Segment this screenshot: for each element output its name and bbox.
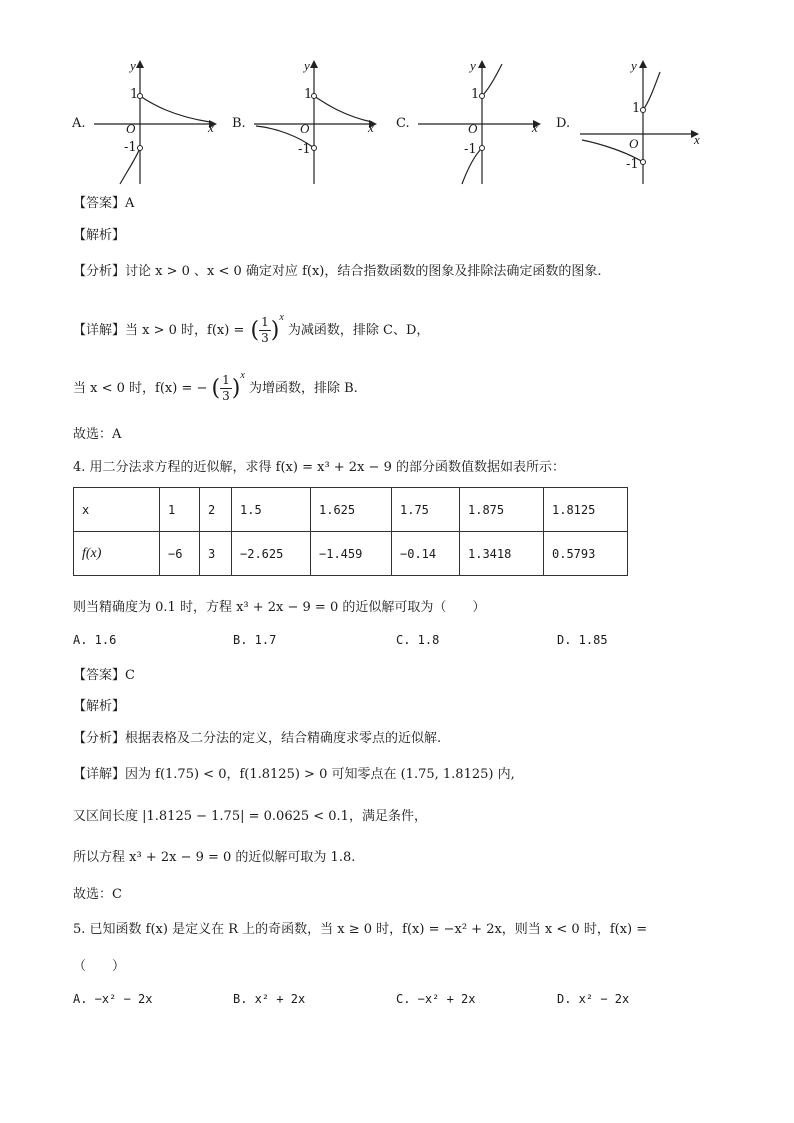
table-cell: 1	[160, 488, 200, 532]
x-axis-label: x	[208, 120, 214, 135]
q5-option-b: B. x² + 2x	[233, 992, 306, 1006]
x-axis-label: x	[694, 132, 700, 147]
origin-label: O	[126, 121, 136, 136]
graph-option-b	[232, 58, 382, 188]
fenxi-text: 根据表格及二分法的定义，结合精确度求零点的近似解.	[125, 731, 442, 746]
x-axis-label: x	[368, 120, 374, 135]
q3-answer-line	[73, 192, 134, 211]
answer-tag: 【答案】	[73, 196, 126, 211]
q4-choose: 故选：C	[73, 887, 122, 902]
detail-2-suffix: 为增函数，排除 B.	[248, 381, 358, 396]
table-cell: 1.8125	[544, 488, 628, 532]
q4-detail-line-1	[73, 763, 515, 782]
graph-option-c	[396, 58, 546, 188]
answer-value: C	[125, 668, 135, 683]
q3-analysis-tag: 【解析】	[73, 228, 126, 243]
detail-2-prefix: 当 x < 0 时，f(x) = −	[73, 381, 208, 396]
exponent-x: x	[240, 370, 245, 381]
tick-label-one: 1	[471, 87, 480, 102]
fraction-one-third: $\frac{1}{3}$	[222, 373, 230, 403]
table-row	[74, 488, 628, 532]
q4-option-b: B. 1.7	[233, 633, 277, 647]
y-axis-label: y	[631, 58, 637, 73]
answer-tag: 【答案】	[73, 668, 126, 683]
tick-label-neg-one: -1	[124, 140, 137, 155]
table-cell: 2	[200, 488, 232, 532]
origin-label: O	[629, 136, 639, 151]
q4-stem: 4. 用二分法求方程的近似解，求得 f(x) = x³ + 2x − 9 的部分函数值数据如表所示：	[73, 460, 565, 475]
graph-letter: C.	[396, 116, 410, 131]
q5-option-c: C. −x² + 2x	[396, 992, 476, 1006]
table-cell: 3	[200, 532, 232, 576]
answer-value: A	[125, 196, 135, 211]
fenxi-tag: 【分析】	[73, 731, 126, 746]
q4-option-a: A. 1.6	[73, 633, 117, 647]
table-cell: 1.5	[232, 488, 311, 532]
q4-value-table	[73, 487, 628, 576]
y-axis-label: y	[304, 58, 310, 73]
table-cell: −6	[160, 532, 200, 576]
tick-label-neg-one: -1	[626, 157, 639, 172]
q5-option-a: A. −x² − 2x	[73, 992, 153, 1006]
q3-detail-line-1: 【详解】当 x > 0 时，f(x) = ( $\frac{1}{3}$ )$^x$ 为减函数，排除 C、D，	[73, 312, 430, 345]
q5-paren: （ ）	[73, 959, 126, 974]
tick-label-one: 1	[632, 101, 641, 116]
q4-question: 则当精确度为 0.1 时，方程 x³ + 2x − 9 = 0 的近似解可取为（ ）	[73, 600, 486, 615]
table-cell: f(x)	[74, 532, 160, 576]
q4-option-d: D. 1.85	[557, 633, 608, 647]
table-cell: 1.875	[460, 488, 544, 532]
detail-tag: 【详解】	[73, 323, 126, 338]
table-cell: x	[74, 488, 160, 532]
tick-label-neg-one: -1	[464, 142, 477, 157]
fraction-one-third: $\frac{1}{3}$	[261, 315, 269, 345]
tick-label-one: 1	[130, 87, 139, 102]
table-cell: 1.625	[311, 488, 392, 532]
origin-label: O	[468, 121, 478, 136]
origin-label: O	[300, 121, 310, 136]
exponent-x: x	[279, 312, 284, 323]
table-cell: −2.625	[232, 532, 311, 576]
graph-option-d	[556, 58, 706, 188]
table-cell: −0.14	[392, 532, 460, 576]
graph-option-a	[72, 58, 222, 188]
graph-letter: D.	[556, 116, 571, 131]
tick-label-neg-one: -1	[298, 142, 311, 157]
q4-detail-line-2: 又区间长度 |1.8125 − 1.75| = 0.0625 < 0.1，满足条件，	[73, 809, 427, 824]
y-axis-label: y	[470, 58, 476, 73]
q3-fenxi-line	[73, 260, 601, 279]
graph-letter: A.	[72, 116, 86, 131]
graph-letter: B.	[232, 116, 246, 131]
table-row	[74, 532, 628, 576]
table-cell: 1.3418	[460, 532, 544, 576]
q5-stem: 5. 已知函数 f(x) 是定义在 R 上的奇函数，当 x ≥ 0 时，f(x) = −x² + 2x，则当 x < 0 时，f(x) =	[73, 922, 648, 937]
q5-option-d: D. x² − 2x	[557, 992, 630, 1006]
table-cell: 1.75	[392, 488, 460, 532]
tick-label-one: 1	[304, 87, 313, 102]
table-cell: −1.459	[311, 532, 392, 576]
q4-option-c: C. 1.8	[396, 633, 440, 647]
detail-1-prefix: 当 x > 0 时，f(x) =	[125, 323, 245, 338]
fenxi-tag: 【分析】	[73, 264, 126, 279]
fenxi-text: 讨论 x > 0 、x < 0 确定对应 f(x)，结合指数函数的图象及排除法确定函数的图象.	[125, 264, 602, 279]
q3-choose: 故选：A	[73, 427, 122, 442]
detail-tag: 【详解】	[73, 767, 126, 782]
q4-analysis-tag: 【解析】	[73, 699, 126, 714]
q4-detail-line-3: 所以方程 x³ + 2x − 9 = 0 的近似解可取为 1.8.	[73, 850, 356, 865]
graph-a-plot	[72, 58, 222, 188]
detail-1-suffix: 为减函数，排除 C、D，	[287, 323, 430, 338]
q4-answer-line	[73, 664, 135, 683]
x-axis-label: x	[532, 120, 538, 135]
table-cell: 0.5793	[544, 532, 628, 576]
q4-fenxi-line	[73, 727, 441, 746]
y-axis-label: y	[130, 58, 136, 73]
detail-text: 因为 f(1.75) < 0，f(1.8125) > 0 可知零点在 (1.75, 1.8125) 内,	[125, 767, 515, 782]
q3-detail-line-2: 当 x < 0 时，f(x) = − ( $\frac{1}{3}$ )$^x$ 为增函数，排除 B.	[73, 370, 358, 403]
